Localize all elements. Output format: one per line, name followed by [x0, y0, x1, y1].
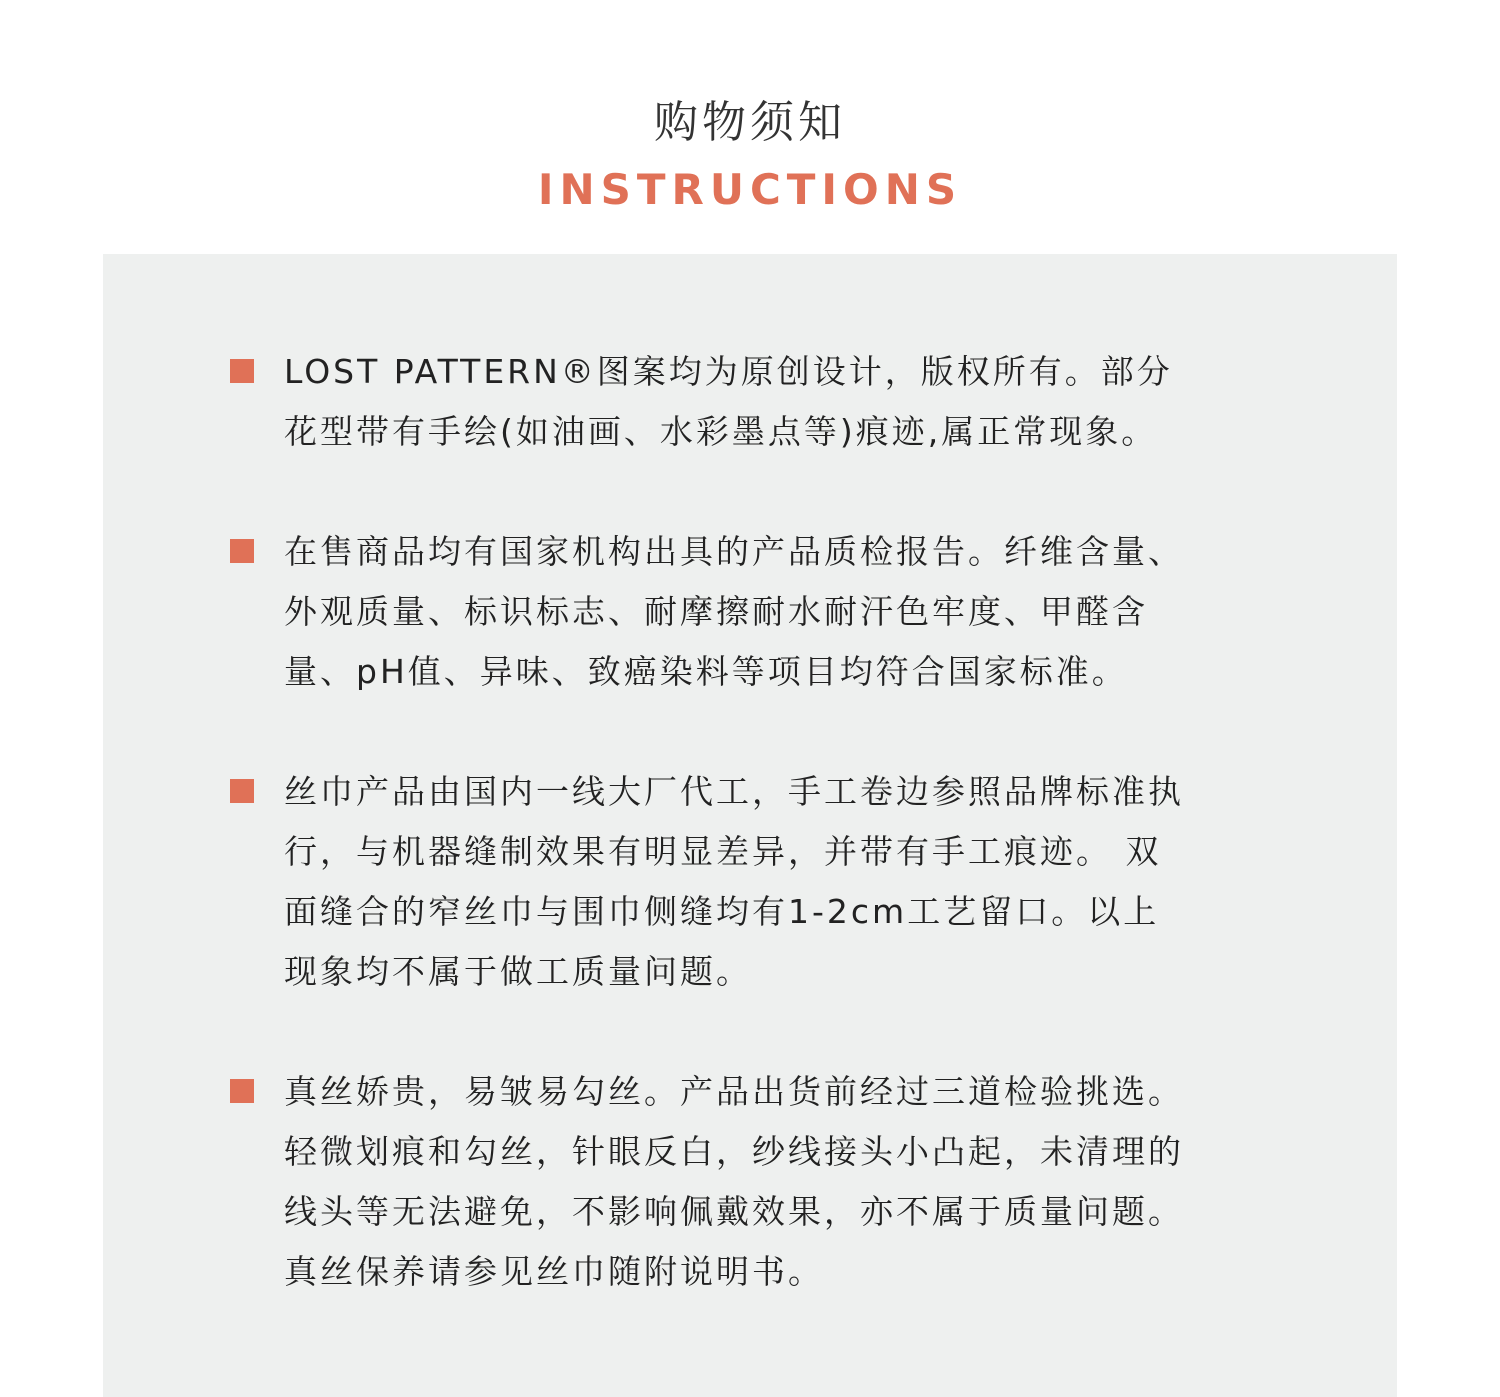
instruction-line: 花型带有手绘(如油画、水彩墨点等)痕迹,属正常现象。: [284, 412, 1158, 451]
instruction-line: 在售商品均有国家机构出具的产品质检报告。纤维含量、: [284, 532, 1184, 571]
bullet-square-icon: [230, 359, 254, 383]
instruction-line: 外观质量、标识标志、耐摩擦耐水耐汗色牢度、甲醛含: [284, 592, 1148, 631]
instruction-line: 丝巾产品由国内一线大厂代工，手工卷边参照品牌标准执: [284, 772, 1184, 811]
bullet-square-icon: [230, 539, 254, 563]
instructions-panel: [103, 254, 1397, 1397]
instruction-line: 面缝合的窄丝巾与围巾侧缝均有1-2cm工艺留口。以上: [284, 892, 1160, 931]
bullet-square-icon: [230, 779, 254, 803]
page-header: [0, 0, 1500, 254]
instruction-text: [284, 522, 1284, 702]
instruction-text: [284, 342, 1284, 462]
instruction-line: 真丝娇贵，易皱易勾丝。产品出货前经过三道检验挑选。: [284, 1072, 1184, 1111]
instruction-line: 轻微划痕和勾丝，针眼反白，纱线接头小凸起，未清理的: [284, 1132, 1184, 1171]
instruction-text: [284, 1062, 1284, 1302]
instruction-line: 真丝保养请参见丝巾随附说明书。: [284, 1252, 824, 1291]
instruction-line: LOST PATTERN®图案均为原创设计，版权所有。部分: [284, 352, 1173, 391]
page-title: 购物须知: [654, 97, 846, 148]
page-subtitle: INSTRUCTIONS: [537, 165, 963, 214]
instruction-line: 行，与机器缝制效果有明显差异，并带有手工痕迹。 双: [284, 832, 1162, 871]
instruction-line: 现象均不属于做工质量问题。: [284, 952, 752, 991]
bullet-square-icon: [230, 1079, 254, 1103]
instruction-text: [284, 762, 1284, 1002]
instruction-line: 线头等无法避免，不影响佩戴效果，亦不属于质量问题。: [284, 1192, 1184, 1231]
instruction-line: 量、pH值、异味、致癌染料等项目均符合国家标准。: [284, 652, 1128, 691]
